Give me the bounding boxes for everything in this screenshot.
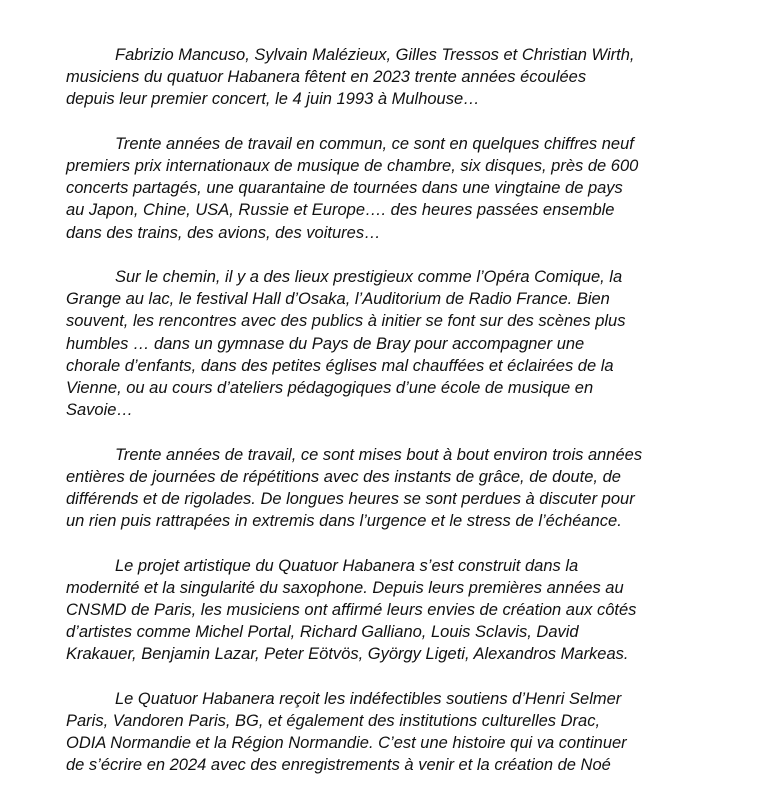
paragraph-supporters bbox=[66, 688, 716, 777]
text-line: Grange au lac, le festival Hall d’Osaka, l’Auditorium de Radio France. Bien bbox=[66, 290, 610, 309]
paragraph-venues bbox=[66, 266, 716, 421]
text-line: Sur le chemin, il y a des lieux prestigieux comme l’Opéra Comique, la bbox=[115, 268, 623, 286]
text-line: un rien puis rattrapées in extremis dans l’urgence et le stress de l’échéance. bbox=[66, 512, 622, 531]
text-line: Le projet artistique du Quatuor Habanera s’est construit dans la bbox=[115, 556, 579, 575]
text-line: ODIA Normandie et la Région Normandie. C’est une histoire qui va continuer bbox=[66, 734, 627, 753]
text-line: Paris, Vandoren Paris, BG, et également des institutions culturelles Drac, bbox=[66, 712, 601, 731]
paragraph-rehearsals bbox=[66, 444, 716, 533]
paragraph-thirty-years-figures bbox=[66, 133, 716, 244]
text-line: d’artistes comme Michel Portal, Richard Galliano, Louis Sclavis, David bbox=[66, 623, 579, 642]
text-line: depuis leur premier concert, le 4 juin 1993 à Mulhouse… bbox=[66, 90, 480, 109]
text-line: Fabrizio Mancuso, Sylvain Malézieux, Gilles Tressos et Christian Wirth, bbox=[115, 46, 635, 64]
text-line: au Japon, Chine, USA, Russie et Europe…. des heures passées ensemble bbox=[66, 201, 615, 220]
text-line: de s’écrire en 2024 avec des enregistrements à venir et la création de Noé bbox=[66, 756, 611, 775]
document-body bbox=[66, 44, 716, 799]
text-line: Savoie… bbox=[66, 401, 133, 420]
text-line: différends et de rigolades. De longues heures se sont perdues à discuter pour bbox=[66, 490, 635, 509]
text-line: Trente années de travail, ce sont mises bout à bout environ trois années bbox=[115, 445, 643, 464]
text-line: souvent, les rencontres avec des publics à initier se font sur des scènes plus bbox=[66, 312, 626, 331]
text-line: musiciens du quatuor Habanera fêtent en 2023 trente années écoulées bbox=[66, 68, 587, 87]
paragraph-artistic-project bbox=[66, 555, 716, 666]
text-line: Vienne, ou au cours d’ateliers pédagogiques d’une école de musique en bbox=[66, 379, 594, 398]
text-line: dans des trains, des avions, des voitures… bbox=[66, 223, 381, 242]
text-line: CNSMD de Paris, les musiciens ont affirmé leurs envies de création aux côtés bbox=[66, 601, 637, 620]
text-line: premiers prix internationaux de musique de chambre, six disques, près de 600 bbox=[66, 157, 639, 175]
text-line: modernité et la singularité du saxophone. Depuis leurs premières années au bbox=[66, 578, 624, 597]
text-line: entières de journées de répétitions avec des instants de grâce, de doute, de bbox=[66, 467, 621, 486]
text-line: humbles … dans un gymnase du Pays de Bray pour accompagner une bbox=[66, 334, 585, 353]
text-line: Le Quatuor Habanera reçoit les indéfectibles soutiens d’Henri Selmer bbox=[115, 689, 622, 708]
text-line: Trente années de travail en commun, ce sont en quelques chiffres neuf bbox=[115, 134, 634, 153]
text-line: concerts partagés, une quarantaine de tournées dans une vingtaine de pays bbox=[66, 179, 623, 198]
text-line: chorale d’enfants, dans des petites églises mal chauffées et éclairées de la bbox=[66, 356, 614, 375]
paragraph-anniversary bbox=[66, 44, 716, 111]
text-line: Krakauer, Benjamin Lazar, Peter Eötvös, György Ligeti, Alexandros Markeas. bbox=[66, 645, 629, 664]
